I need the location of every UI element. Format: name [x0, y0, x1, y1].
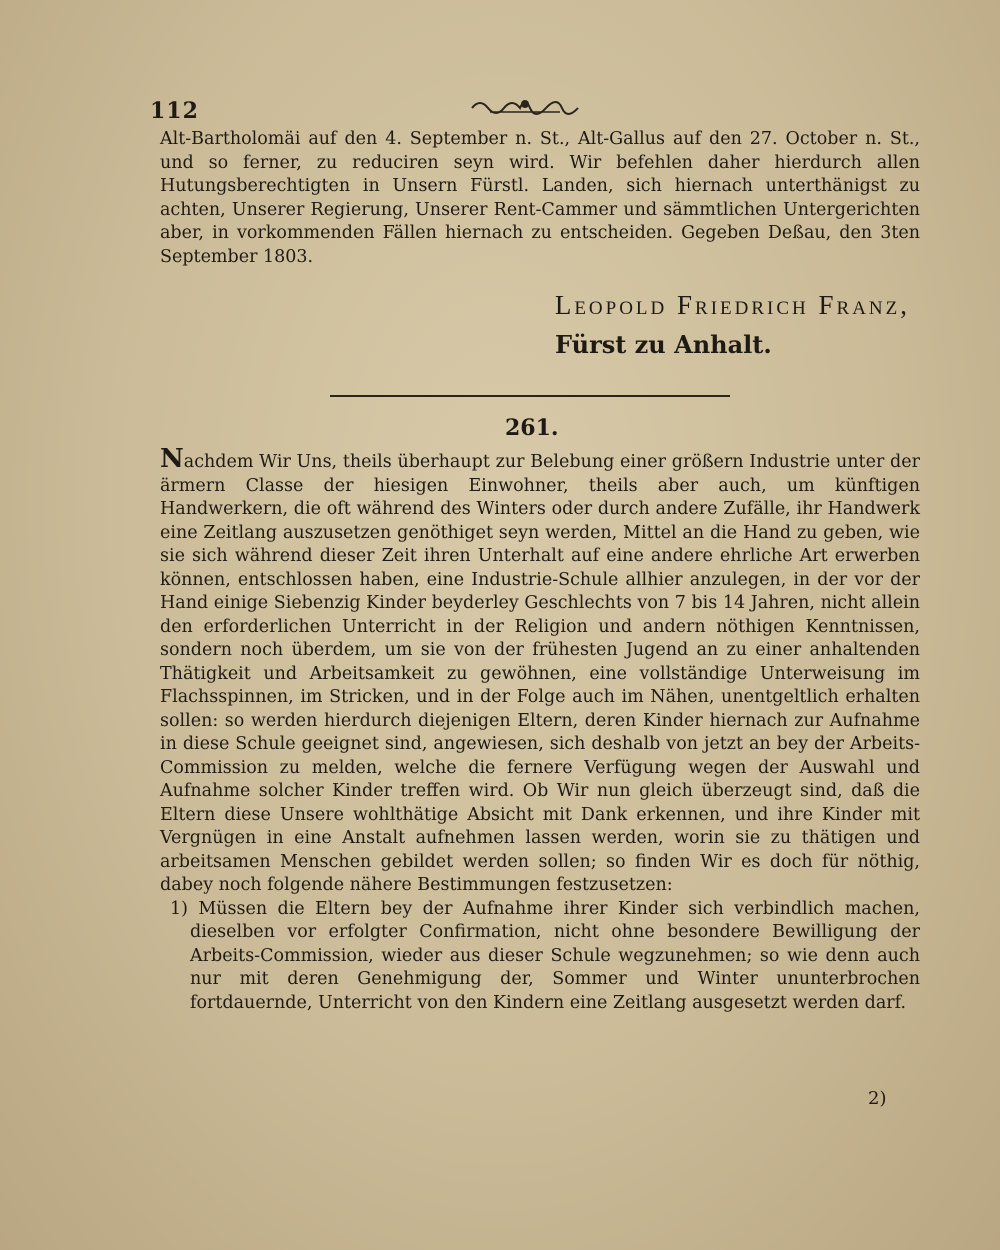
main-paragraph-text: achdem Wir Uns, theils überhaupt zur Belebung einer größern Industrie unter der ärmern Classe der hiesigen Einwohner, theils aber auch, um künftigen Handwerkern, die oft während des Winters oder durch andere Zufälle, ihr Handwerk eine Zeitlang auszusetzen genöthiget seyn werden, Mittel an die Hand zu geben, wie sie sich während dieser Zeit ihren Unterhalt auf eine andere ehrliche Art erwerben können, entschlossen haben, eine Industrie-Schule allhier anzulegen, in der vor der Hand einige Siebenzig Kinder beyderley Geschlechts von 7 bis 14 Jahren, nicht allein den erforderlichen Unterricht in der Religion und andern nöthigen Kenntnissen, sondern noch überdem, um sie von der frühesten Jugend an zu einer anhaltenden Thätigkeit und Arbeitsamkeit zu gewöhnen, eine vollständige Unterweisung im Flachsspinnen, im Stricken, und in der Folge auch im Nähen, unentgeltlich erhalten sollen: so werden hierdurch diejenigen Eltern, deren Kinder hiernach zur Aufnahme in diese Schule geeignet sind, angewiesen, sich deshalb von jetzt an bey der Arbeits-Commission zu melden, welche die fernere Verfügung wegen der Auswahl und Aufnahme solcher Kinder treffen wird. Ob Wir nun gleich überzeugt sind, daß die Eltern diese Unsere wohlthätige Absicht mit Dank erkennen, und ihre Kinder mit Vergnügen in eine Anstalt aufnehmen lassen werden, worin sie zu thätigen und arbeitsamen Menschen gebildet werden sollen; so finden Wir es doch für nöthig, dabey noch folgende nähere Bestimmungen festzusetzen:: [160, 452, 920, 895]
main-paragraph: [160, 444, 920, 898]
section-body: [160, 444, 920, 1015]
section-number: 261.: [505, 415, 559, 441]
list-item-1: 1) Müssen die Eltern bey der Aufnahme ihrer Kinder sich verbindlich machen, dieselben vor erfolgter Confirmation, nicht ohne besondere Bewilligung der Arbeits-Commission, wieder aus dieser Schule wegzunehmen; so wie denn auch nur mit deren Genehmigung der, Sommer und Winter ununterbrochen fortdauernde, Unterricht von den Kindern eine Zeitlang ausgesetzt werden darf.: [170, 898, 920, 1013]
initial-letter: N: [160, 444, 184, 474]
catchword: 2): [868, 1088, 887, 1109]
closing-paragraph: [160, 128, 920, 269]
section-divider: [330, 395, 730, 397]
header-ornament-icon: [470, 92, 580, 116]
page-number: 112: [150, 98, 199, 124]
signature-name: Leopold Friedrich Franz,: [554, 290, 910, 320]
closing-text: Alt-Bartholomäi auf den 4. September n. St., Alt-Gallus auf den 27. October n. St., und so ferner, zu reduciren seyn wird. Wir befehlen daher hierdurch allen Hutungsberechtigten in Unsern Fürstl. Landen, sich hiernach unterthänigst zu achten, Unserer Regierung, Unserer Rent-Cammer und sämmtlichen Untergerichten aber, in vorkommenden Fällen hiernach zu entscheiden. Gegeben Deßau, den 3ten September 1803.: [160, 129, 920, 267]
signature-title: Fürst zu Anhalt.: [555, 330, 772, 359]
